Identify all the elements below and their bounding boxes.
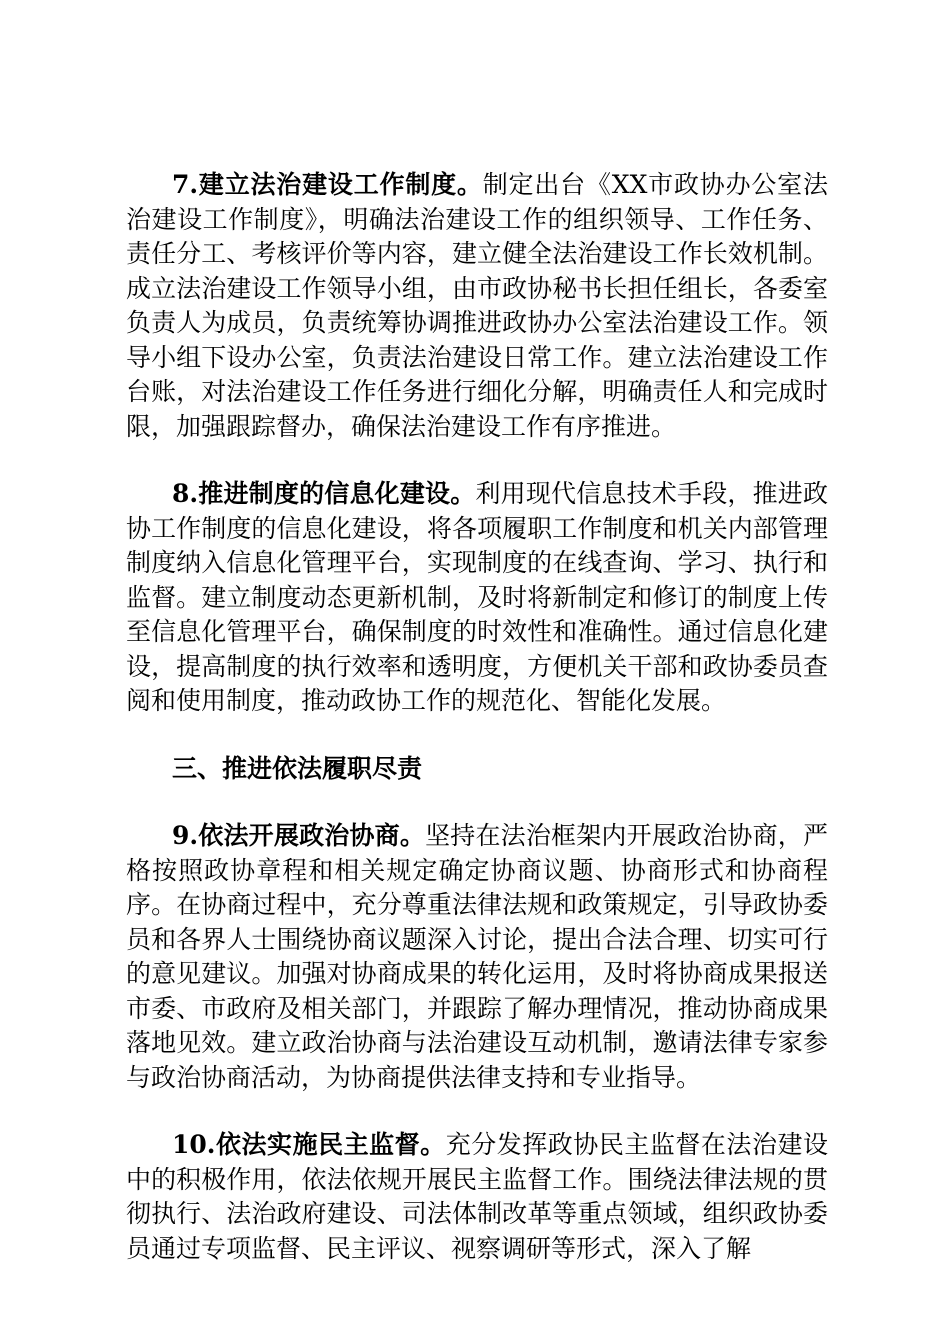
paragraph-7 <box>126 168 828 444</box>
section-heading: 三、推进依法履职尽责 <box>172 753 423 783</box>
paragraph-10 <box>126 1128 828 1266</box>
document-body <box>126 168 828 1299</box>
paragraph-10-body: 充分发挥政协民主监督在法治建设中的积极作用，依法依规开展民主监督工作。围绕法律法规的贯彻执行、法治政府建设、司法体制改革等重点领域，组织政协委员通过专项监督、民主评议、视察调研等形式，深入了解 <box>126 1130 828 1263</box>
paragraph-8-lead: 8.推进制度的信息化建设。 <box>172 479 476 508</box>
paragraph-9 <box>126 819 828 1095</box>
paragraph-9-lead: 9.依法开展政治协商。 <box>172 821 426 850</box>
paragraph-7-body: 制定出台《XX市政协办公室法治建设工作制度》，明确法治建设工作的组织领导、工作任务、责任分工、考核评价等内容，建立健全法治建设工作长效机制。成立法治建设工作领导小组，由市政协秘书长担任组长，各委室负责人为成员，负责统筹协调推进政协办公室法治建设工作。领导小组下设办公室，负责法治建设日常工作。建立法治建设工作台账，对法治建设工作任务进行细化分解，明确责任人和完成时限，加强跟踪督办，确保法治建设工作有序推进。 <box>126 170 828 441</box>
paragraph-7-lead: 7.建立法治建设工作制度。 <box>172 170 483 199</box>
paragraph-10-lead: 10.依法实施民主监督。 <box>172 1130 446 1159</box>
paragraph-9-body: 坚持在法治框架内开展政治协商，严格按照政协章程和相关规定确定协商议题、协商形式和协商程序。在协商过程中，充分尊重法律法规和政策规定，引导政协委员和各界人士围绕协商议题深入讨论，提出合法合理、切实可行的意见建议。加强对协商成果的转化运用，及时将协商成果报送市委、市政府及相关部门，并跟踪了解办理情况，推动协商成果落地见效。建立政治协商与法治建设互动机制，邀请法律专家参与政治协商活动，为协商提供法律支持和专业指导。 <box>126 821 828 1092</box>
paragraph-8-body: 利用现代信息技术手段，推进政协工作制度的信息化建设，将各项履职工作制度和机关内部管理制度纳入信息化管理平台，实现制度的在线查询、学习、执行和监督。建立制度动态更新机制，及时将新制定和修订的制度上传至信息化管理平台，确保制度的时效性和准确性。通过信息化建设，提高制度的执行效率和透明度，方便机关干部和政协委员查阅和使用制度，推动政协工作的规范化、智能化发展。 <box>126 479 828 715</box>
paragraph-8 <box>126 477 828 719</box>
